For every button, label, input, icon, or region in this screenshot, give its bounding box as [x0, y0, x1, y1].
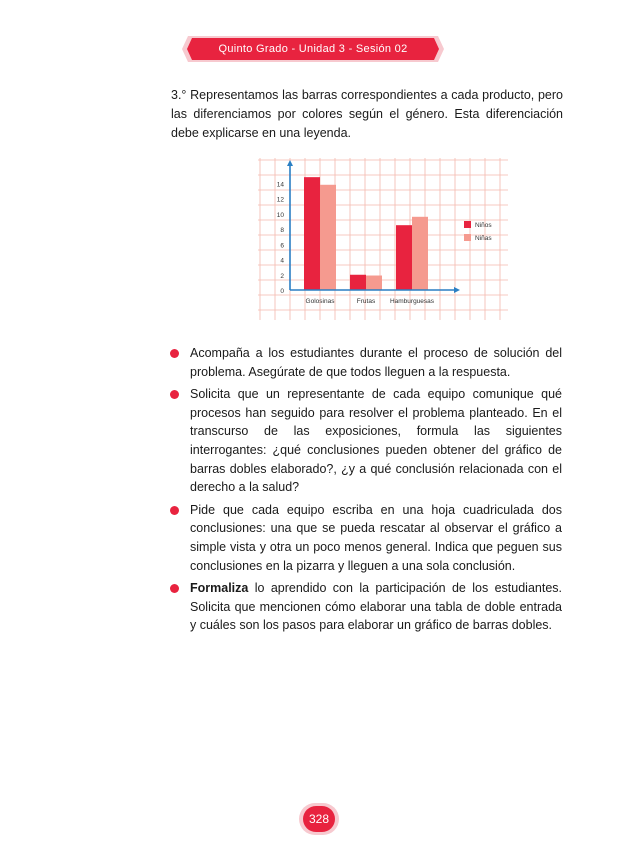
bar	[304, 177, 320, 290]
y-tick-label: 10	[276, 211, 284, 219]
legend-swatch	[464, 234, 471, 241]
x-tick-label: Hamburguesas	[389, 298, 435, 305]
x-tick-label: Golosinas	[305, 298, 335, 305]
list-item-text: Solicita que un representante de cada equipo comunique qué procesos han seguido para resolver el problema planteado. En el transcurso de las exposiciones, formula las siguientes interrogantes: ¿qué conclusiones pueden obtener del gráfico de barras dobles elaborado?, ¿y a qué conclusión relacionada con el derecho a la salud?	[190, 387, 562, 495]
instruction-list	[170, 344, 562, 639]
y-axis-arrow	[287, 160, 293, 166]
y-tick-label: 0	[280, 288, 284, 295]
legend-swatch	[464, 221, 471, 228]
y-tick-label: 8	[280, 227, 284, 234]
list-item	[170, 579, 562, 635]
list-item-bold: Formaliza	[190, 581, 249, 596]
page-number: 328	[303, 806, 335, 832]
list-item-text: Acompaña a los estudiantes durante el proceso de solución del problema. Asegúrate de que todos lleguen a la respuesta.	[190, 346, 562, 379]
y-tick-label: 4	[280, 257, 284, 265]
bullet-icon	[170, 349, 179, 358]
y-tick-label: 12	[276, 196, 284, 204]
x-tick-label: Frutas	[356, 298, 376, 305]
list-item	[170, 385, 562, 497]
y-tick-label: 2	[280, 272, 284, 280]
bar	[412, 217, 428, 290]
y-tick-label: 6	[280, 242, 284, 250]
y-tick-label: 14	[276, 181, 284, 189]
legend-label: Niñas	[475, 235, 492, 242]
list-item-text: Pide que cada equipo escriba en una hoja cuadriculada dos conclusiones: una que se pueda rescatar al observar el gráfico a simple vista y otra un poco menos general. Indica que peguen sus conclusiones en la pizarra y lleguen a una sola conclusión.	[190, 502, 562, 573]
legend-label: Niños	[475, 222, 492, 229]
chart-svg	[258, 158, 508, 320]
intro-paragraph: 3.° Representamos las barras correspondientes a cada producto, pero las diferenciamos por colores según el género. Esta diferenciación debe explicarse en una leyenda.	[171, 88, 563, 140]
bullet-icon	[170, 390, 179, 399]
bullet-icon	[170, 506, 179, 515]
list-item	[170, 501, 562, 575]
bullet-icon	[170, 584, 179, 593]
x-axis-arrow	[454, 287, 460, 293]
list-item	[170, 344, 562, 381]
header-title: Quinto Grado - Unidad 3 - Sesión 02	[218, 43, 408, 55]
bar	[366, 276, 382, 290]
bar	[320, 185, 336, 290]
list-item-text: lo aprendido con la participación de los estudiantes. Solicita que mencionen cómo elaborar una tabla de doble entrada y cuáles son los pasos para elaborar un gráfico de barras dobles.	[190, 581, 562, 633]
bar	[350, 275, 366, 290]
bar-chart	[258, 158, 508, 320]
header-tab	[182, 36, 444, 62]
bar	[396, 225, 412, 290]
